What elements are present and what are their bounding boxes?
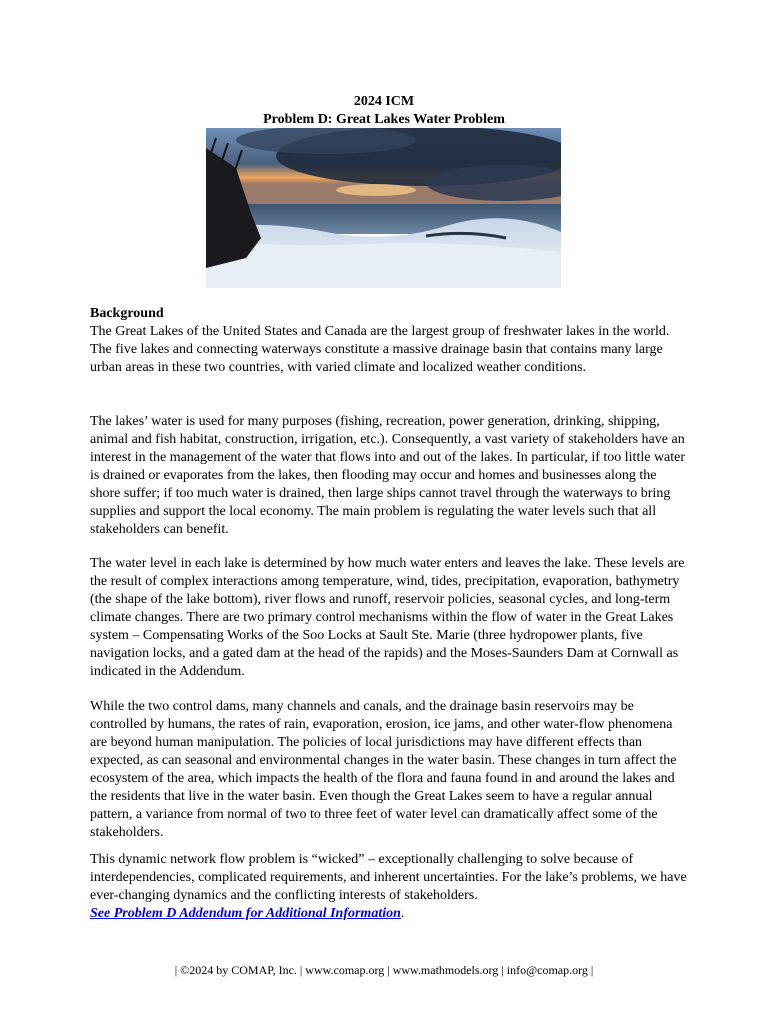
background-section — [90, 305, 690, 377]
background-paragraph-2: The lakes’ water is used for many purposes (fishing, recreation, power generation, drinking, shipping, animal and fish habitat, construction, irrigation, etc.). Consequently, a vast variety of stakeholders have an interest in the management of the water that flows into and out of the lakes. In particular, if too little water is drained or evaporates from the lakes, then flooding may occur and homes and businesses along the shore suffer; if too much water is drained, then large ships cannot travel through the waterways to bring supplies and support the local economy. The main problem is regulating the water levels such that all stakeholders can benefit. — [90, 414, 686, 537]
addendum-link[interactable]: See Problem D Addendum for Additional Information — [90, 906, 401, 921]
lake-winter-photo — [206, 128, 561, 288]
addendum-line — [90, 905, 690, 923]
paragraph-4-block — [90, 698, 690, 842]
problem-title: Problem D: Great Lakes Water Problem — [263, 112, 505, 127]
addendum-link-suffix: . — [400, 906, 405, 921]
background-heading: Background — [90, 306, 164, 321]
background-paragraph-4: While the two control dams, many channels and canals, and the drainage basin reservoirs may be controlled by humans, the rates of rain, evaporation, erosion, ice jams, and other water-flow phenomena are beyond human manipulation. The policies of local jurisdictions may have different effects than expected, as can seasonal and environmental changes in the water basin. These changes in turn affect the ecosystem of the area, which impacts the health of the flora and fauna found in and around the lakes and the residents that live in the water basin. Even though the Great Lakes seem to have a regular annual pattern, a variance from normal of two to three feet of water level can dramatically affect some of the stakeholders. — [90, 699, 677, 840]
paragraph-3-block — [90, 555, 690, 681]
paragraph-2-block — [90, 413, 690, 539]
background-paragraph-5: This dynamic network flow problem is “wicked” – exceptionally challenging to solve because of interdependencies, complicated requirements, and inherent uncertainties. For the lake’s problems, we have ever-changing dynamics and the conflicting interests of stakeholders. — [90, 852, 687, 903]
background-paragraph-1: The Great Lakes of the United States and Canada are the largest group of freshwater lakes in the world. The five lakes and connecting waterways constitute a massive drainage basin that contains many large urban areas in these two countries, with varied climate and localized weather conditions. — [90, 324, 670, 375]
footer-contact: | ©2024 by COMAP, Inc. | www.comap.org | www.mathmodels.org | info@comap.org | — [174, 963, 594, 977]
background-paragraph-3: The water level in each lake is determined by how much water enters and leaves the lake. These levels are the result of complex interactions among temperature, wind, tides, precipitation, evaporation, bathymetry (the shape of the lake bottom), river flows and runoff, reservoir policies, seasonal cycles, and long-term climate changes. There are two primary control mechanisms within the flow of water in the Great Lakes system – Compensating Works of the Soo Locks at Sault Ste. Marie (three hydropower plants, five navigation locks, and a gated dam at the head of the rapids) and the Moses-Saunders Dam at Cornwall as indicated in the Addendum. — [90, 556, 685, 679]
document-title: 2024 ICM — [353, 94, 415, 109]
paragraph-5-block — [90, 851, 690, 923]
